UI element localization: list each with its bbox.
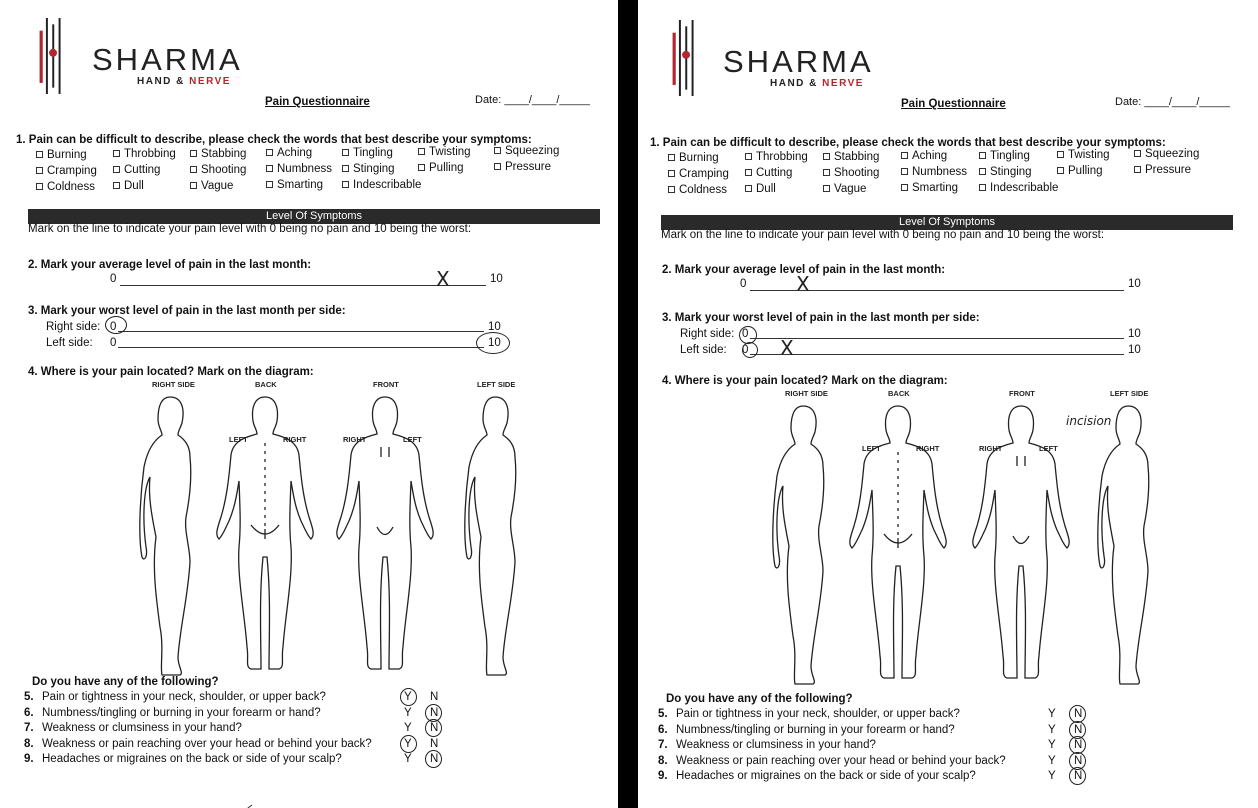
answer-yes[interactable]: Y [1048, 723, 1056, 736]
symptom-option[interactable] [36, 149, 87, 161]
answer-yes[interactable]: Y [404, 737, 412, 750]
left-side-label: Left side: [46, 337, 93, 349]
checkbox[interactable] [36, 167, 43, 174]
instructions: Mark on the line to indicate your pain level with 0 being no pain and 10 being the worst: [661, 229, 1105, 241]
checkbox[interactable] [36, 151, 43, 158]
symptom-option[interactable] [823, 183, 866, 195]
symptom-option[interactable] [1057, 165, 1103, 177]
symptom-option[interactable] [266, 163, 332, 175]
brand-name: SHARMA [92, 42, 243, 77]
form-page-left [0, 0, 618, 808]
symptom-option[interactable] [1134, 164, 1191, 176]
symptom-label: Smarting [912, 182, 959, 195]
checkbox[interactable] [1057, 151, 1064, 158]
checkbox[interactable] [266, 149, 273, 156]
torso-detail [377, 447, 393, 535]
handwritten-circle [105, 316, 127, 334]
symptom-option[interactable] [342, 163, 395, 175]
diagram-label-left: LEFT [862, 444, 881, 453]
scale-max: 10 [1128, 278, 1141, 290]
symptom-label: Cramping [679, 168, 729, 180]
pain-scale-line[interactable] [118, 331, 484, 332]
followup-question: Weakness or pain reaching over your head or behind your back? [42, 737, 372, 750]
question-1: 1. Pain can be difficult to describe, please check the words that best describe your symptoms: [650, 137, 1166, 149]
followup-title: Do you have any of the following? [32, 676, 219, 688]
body-outline-side[interactable] [140, 397, 191, 675]
symptom-label: Squeezing [1145, 148, 1200, 161]
sharma-logo-icon [38, 8, 76, 104]
symptom-label: Aching [277, 147, 313, 160]
symptom-label: Throbbing [756, 151, 808, 164]
diagram-label-right: RIGHT [979, 444, 1003, 453]
symptom-option[interactable] [36, 165, 97, 177]
form-title: Pain Questionnaire [265, 96, 370, 108]
scale-min: 0 [742, 328, 749, 340]
answer-yes[interactable]: Y [1048, 708, 1056, 720]
symptom-label: Shooting [834, 166, 880, 179]
buttocks-line [251, 525, 279, 539]
symptom-label: Stinging [990, 165, 1032, 178]
symptom-label: Cutting [756, 167, 793, 180]
followup-question: Weakness or pain reaching over your head or behind your back? [676, 754, 1006, 767]
checkbox[interactable] [823, 185, 830, 192]
symptom-label: Pressure [505, 161, 552, 174]
symptom-label: Twisting [429, 146, 471, 158]
symptom-label: Tingling [353, 146, 393, 159]
scale-max: 10 [1128, 328, 1141, 340]
symptom-label: Squeezing [505, 145, 560, 158]
symptom-option[interactable] [418, 162, 464, 174]
scale-min: 0 [110, 321, 117, 333]
handwritten-x-mark: X [780, 336, 794, 360]
followup-title: Do you have any of the following? [666, 693, 853, 705]
symptom-option[interactable] [494, 161, 551, 173]
symptom-option[interactable] [36, 181, 95, 193]
answer-no[interactable]: N [430, 753, 439, 765]
checkbox[interactable] [266, 181, 273, 188]
body-outline-side[interactable] [465, 397, 516, 675]
symptom-option[interactable] [113, 148, 176, 160]
symptom-option[interactable] [823, 151, 879, 163]
scale-max: 10 [490, 273, 503, 285]
symptom-label: Vague [834, 182, 867, 195]
symptom-option[interactable] [745, 167, 792, 179]
symptom-option[interactable] [901, 150, 947, 162]
checkbox[interactable] [342, 165, 349, 172]
body-outline-front[interactable] [973, 406, 1069, 678]
symptom-label: Stabbing [834, 150, 880, 163]
checkbox[interactable] [190, 182, 197, 189]
symptom-label: Aching [912, 150, 948, 163]
answer-no[interactable]: N [1074, 754, 1083, 767]
checkbox[interactable] [1057, 167, 1064, 174]
symptom-label: Coldness [679, 184, 727, 196]
right-side-label: Right side: [46, 321, 101, 333]
diagram-label-right: RIGHT [343, 435, 367, 444]
handwritten-circle [742, 342, 758, 358]
symptom-option[interactable] [823, 167, 879, 179]
answer-circle [400, 735, 417, 753]
symptom-label: Dull [756, 183, 776, 196]
symptom-option[interactable] [1057, 149, 1110, 161]
symptom-option[interactable] [1134, 148, 1199, 160]
body-outline-front[interactable] [337, 397, 433, 669]
scale-max: 10 [1128, 344, 1141, 356]
answer-no[interactable]: N [430, 722, 439, 734]
checkbox[interactable] [342, 181, 349, 188]
symptom-label: Stabbing [201, 147, 247, 160]
date-field[interactable]: Date: ____/____/_____ [475, 94, 590, 106]
answer-circle [425, 750, 442, 768]
symptom-option[interactable] [668, 184, 727, 196]
buttocks-line [884, 534, 912, 548]
symptom-label: Smarting [277, 179, 324, 192]
date-field[interactable]: Date: ____/____/_____ [1115, 96, 1230, 108]
diagram-label-right-side: RIGHT SIDE [785, 389, 828, 398]
symptom-label: Indescribable [990, 181, 1059, 194]
symptom-label: Numbness [277, 163, 332, 176]
answer-yes[interactable]: Y [1048, 739, 1056, 751]
diagram-label-left: LEFT [1039, 444, 1058, 453]
scale-max: 10 [488, 321, 501, 333]
checkbox[interactable] [901, 184, 908, 191]
sharma-logo-icon [671, 10, 709, 106]
symptom-label: Indescribable [353, 178, 422, 191]
diagram-label-right: RIGHT [283, 435, 307, 444]
followup-number: 9. [658, 770, 668, 782]
followup-number: 6. [658, 723, 668, 736]
checkbox[interactable] [36, 183, 43, 190]
checkbox[interactable] [745, 169, 752, 176]
symptom-option[interactable] [190, 164, 246, 176]
checkbox[interactable] [823, 153, 830, 160]
symptom-option[interactable] [901, 166, 967, 178]
body-diagram[interactable] [638, 406, 1258, 706]
answer-yes[interactable]: Y [404, 722, 412, 734]
scale-min: 0 [110, 337, 117, 349]
symptom-label: Burning [679, 152, 719, 164]
symptom-option[interactable] [342, 147, 393, 159]
followup-number: 6. [24, 706, 34, 719]
body-outline-side[interactable] [773, 406, 824, 684]
symptom-label: Stinging [353, 162, 395, 175]
checkbox[interactable] [190, 150, 197, 157]
symptom-option[interactable] [342, 179, 421, 191]
question-2: 2. Mark your average level of pain in the last month: [28, 259, 312, 271]
checkbox[interactable] [190, 166, 197, 173]
brand-sub-prefix: HAND & [137, 76, 190, 87]
checkbox[interactable] [745, 153, 752, 160]
followup-question: Weakness or clumsiness in your hand? [42, 722, 242, 734]
checkbox[interactable] [745, 185, 752, 192]
checkbox[interactable] [494, 147, 501, 154]
answer-yes[interactable]: Y [404, 706, 412, 719]
question-4: 4. Where is your pain located? Mark on the diagram: [28, 366, 314, 378]
followup-number: 8. [658, 754, 668, 767]
answer-no[interactable]: N [430, 691, 439, 703]
checkbox[interactable] [342, 149, 349, 156]
handwritten-x-mark: X [436, 267, 450, 291]
checkbox[interactable] [113, 182, 120, 189]
symptom-option[interactable] [745, 151, 808, 163]
symptom-option[interactable] [901, 182, 958, 194]
checkbox[interactable] [668, 154, 675, 161]
followup-number: 7. [658, 739, 668, 751]
followup-question: Pain or tightness in your neck, shoulder, or upper back? [676, 708, 960, 720]
symptom-label: Shooting [201, 163, 247, 176]
handwritten-x-mark: X [796, 272, 810, 296]
followup-question: Headaches or migraines on the back or side of your scalp? [676, 770, 976, 782]
symptom-label: Pulling [1068, 165, 1103, 177]
checkbox[interactable] [113, 166, 120, 173]
checkbox[interactable] [979, 168, 986, 175]
brand-sub-red: NERVE [189, 76, 231, 87]
diagram-label-left: LEFT [229, 435, 248, 444]
checkbox[interactable] [668, 186, 675, 193]
checkbox[interactable] [418, 164, 425, 171]
pain-scale-line[interactable] [120, 285, 486, 286]
handwritten-circle [476, 332, 510, 354]
answer-yes[interactable]: Y [1048, 770, 1056, 782]
body-outline-side[interactable] [1098, 406, 1149, 684]
answer-no[interactable]: N [430, 737, 439, 750]
diagram-label-front: FRONT [373, 380, 399, 389]
section-bar-level-of-symptoms: Level Of Symptoms [28, 209, 600, 224]
scale-max: 10 [488, 337, 501, 349]
symptom-option[interactable] [668, 152, 719, 164]
diagram-label-left: LEFT [403, 435, 422, 444]
section-bar-level-of-symptoms: Level Of Symptoms [661, 215, 1233, 230]
symptom-label: Vague [201, 179, 234, 192]
scale-min: 0 [110, 273, 117, 285]
left-side-label: Left side: [680, 344, 727, 356]
question-3: 3. Mark your worst level of pain in the last month per side: [662, 312, 980, 324]
checkbox[interactable] [494, 163, 501, 170]
answer-yes[interactable]: Y [404, 753, 412, 765]
answer-yes[interactable]: Y [404, 691, 412, 703]
followup-question: Numbness/tingling or burning in your forearm or hand? [676, 723, 955, 736]
body-diagram[interactable] [0, 397, 618, 697]
diagram-label-back: BACK [888, 389, 910, 398]
symptom-label: Burning [47, 149, 87, 161]
symptom-option[interactable] [113, 164, 160, 176]
symptom-label: Cramping [47, 165, 97, 177]
symptom-option[interactable] [266, 147, 312, 159]
symptom-option[interactable] [266, 179, 323, 191]
followup-number: 8. [24, 737, 34, 750]
answer-no[interactable]: N [1074, 770, 1083, 782]
checkbox[interactable] [1134, 166, 1141, 173]
question-3: 3. Mark your worst level of pain in the last month per side: [28, 305, 346, 317]
question-1: 1. Pain can be difficult to describe, please check the words that best describe your symptoms: [16, 134, 532, 146]
followup-question: Numbness/tingling or burning in your forearm or hand? [42, 706, 321, 719]
diagram-label-right: RIGHT [916, 444, 940, 453]
checkbox[interactable] [668, 170, 675, 177]
brand-sub-prefix: HAND & [770, 78, 823, 89]
handwritten-incision-note: incision [1066, 414, 1112, 428]
scale-min: 0 [740, 278, 747, 290]
checkbox[interactable] [418, 148, 425, 155]
answer-circle [425, 719, 442, 737]
checkbox[interactable] [979, 184, 986, 191]
symptom-label: Throbbing [124, 148, 176, 161]
symptom-label: Tingling [990, 149, 1030, 162]
symptom-option[interactable] [190, 180, 233, 192]
answer-no[interactable]: N [1074, 708, 1083, 720]
checkbox[interactable] [979, 152, 986, 159]
diagram-label-left-side: LEFT SIDE [1110, 389, 1149, 398]
checkbox[interactable] [266, 165, 273, 172]
checkbox[interactable] [1134, 150, 1141, 157]
form-page-right [638, 0, 1258, 808]
pain-scale-line[interactable] [118, 347, 484, 348]
question-2: 2. Mark your average level of pain in the last month: [662, 264, 946, 276]
symptom-option[interactable] [494, 145, 559, 157]
answer-circle [400, 688, 417, 706]
torso-detail [1013, 456, 1029, 544]
answer-no[interactable]: N [430, 706, 439, 719]
symptom-label: Coldness [47, 181, 95, 193]
symptom-option[interactable] [745, 183, 776, 195]
symptom-label: Dull [124, 180, 144, 193]
symptom-label: Numbness [912, 166, 967, 179]
pain-scale-line[interactable] [750, 338, 1124, 339]
symptom-option[interactable] [979, 166, 1032, 178]
followup-question: Weakness or clumsiness in your hand? [676, 739, 876, 751]
symptom-option[interactable] [979, 150, 1030, 162]
right-side-label: Right side: [680, 328, 735, 340]
symptom-label: Pulling [429, 162, 464, 174]
symptom-option[interactable] [190, 148, 246, 160]
form-title: Pain Questionnaire [901, 98, 1006, 110]
brand-sub-red: NERVE [822, 78, 864, 89]
page-divider [618, 0, 638, 808]
scale-min: 0 [742, 344, 749, 356]
answer-no[interactable]: N [1074, 723, 1083, 736]
symptom-option[interactable] [418, 146, 471, 158]
instructions: Mark on the line to indicate your pain level with 0 being no pain and 10 being the worst: [28, 223, 472, 235]
followup-number: 5. [658, 708, 668, 720]
symptom-label: Cutting [124, 164, 161, 177]
checkbox[interactable] [823, 169, 830, 176]
symptom-option[interactable] [668, 168, 729, 180]
followup-number: 9. [24, 753, 34, 765]
symptom-option[interactable] [113, 180, 144, 192]
diagram-label-back: BACK [255, 380, 277, 389]
checkbox[interactable] [901, 152, 908, 159]
diagram-label-left-side: LEFT SIDE [477, 380, 516, 389]
diagram-label-front: FRONT [1009, 389, 1035, 398]
followup-number: 7. [24, 722, 34, 734]
symptom-option[interactable] [979, 182, 1058, 194]
pain-scale-line[interactable] [750, 354, 1124, 355]
checkbox[interactable] [901, 168, 908, 175]
symptom-label: Twisting [1068, 149, 1110, 161]
diagram-label-right-side: RIGHT SIDE [152, 380, 195, 389]
answer-no[interactable]: N [1074, 739, 1083, 751]
checkbox[interactable] [113, 150, 120, 157]
symptom-label: Pressure [1145, 164, 1192, 177]
brand-subtitle [770, 78, 864, 89]
followup-question: Pain or tightness in your neck, shoulder, or upper back? [42, 691, 326, 703]
answer-circle [1069, 767, 1086, 785]
brand-subtitle [137, 76, 231, 87]
brand-name: SHARMA [723, 44, 874, 79]
followup-question: Headaches or migraines on the back or side of your scalp? [42, 753, 342, 765]
question-4: 4. Where is your pain located? Mark on the diagram: [662, 375, 948, 387]
answer-yes[interactable]: Y [1048, 754, 1056, 767]
followup-number: 5. [24, 691, 34, 703]
